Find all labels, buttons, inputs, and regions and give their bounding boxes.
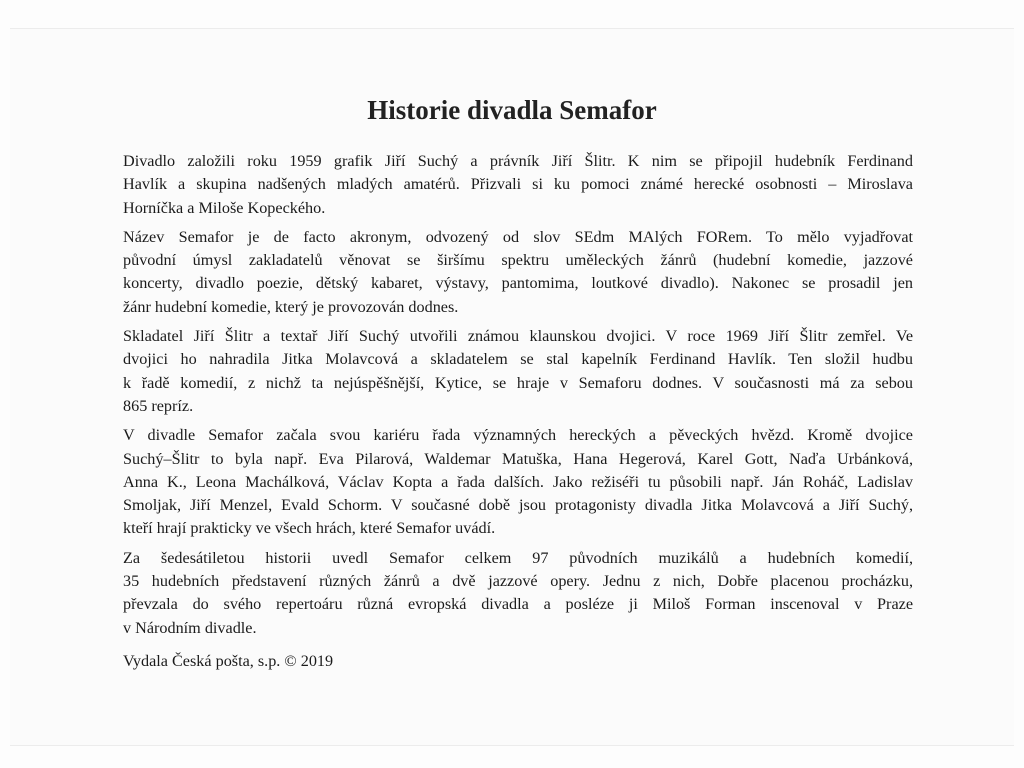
text-line: Anna K., Leona Machálková, Václav Kopta a řada dalších. Jako režiséři tu působili např. Ján Roháč, Ladislav [123,472,913,491]
text-line: Název Semafor je de facto akronym, odvozený od slov SEdm MAlých FORem. To mělo vyjadřovat [123,227,913,246]
publisher-note: Vydala Česká pošta, s.p. © 2019 [123,652,334,670]
text-line: 865 repríz. [123,396,194,415]
text-line: k řadě komedií, z nichž ta nejúspěšnější, Kytice, se hraje v Semaforu dodnes. V současnosti má za sebou [123,373,913,392]
text-line: koncerty, divadlo poezie, dětský kabaret, výstavy, pantomima, loutkové divadlo). Nakonec se prosadil jen [123,274,913,293]
text-line: převzala do svého repertoáru různá evropská divadla a posléze ji Miloš Forman inscenoval v Praze [123,595,913,614]
text-line: Divadlo založili roku 1959 grafik Jiří Suchý a právník Jiří Šlitr. K nim se připojil hudebník Ferdinand [123,152,913,170]
text-line: 35 hudebních představení různých žánrů a dvě jazzové opery. Jednu z nich, Dobře placenou procházku, [123,572,913,591]
text-line: dvojici ho nahradila Jitka Molavcová a skladatelem se stal kapelník Ferdinand Havlík. Ten složil hudbu [123,350,913,369]
text-line: Havlík a skupina nadšených mladých amatérů. Přizvali si ku pomoci známé herecké osobnosti – Miroslava [123,175,913,194]
text-line: kteří hrají prakticky ve všech hrách, které Semafor uvádí. [123,519,496,538]
paragraph-stars [117,424,913,540]
text-line: V divadle Semafor začala svou kariéru řada významných hereckých a pěveckých hvězd. Kromě dvojice [123,426,913,445]
text-line: v Národním divadle. [123,618,257,637]
paragraph-history [117,547,913,640]
text-line: Za šedesátiletou historii uvedl Semafor celkem 97 původních muzikálů a hudebních komedií, [123,548,913,567]
document-body [117,150,913,646]
paragraph-founding [117,150,913,220]
text-line: Suchý–Šlitr to byla např. Eva Pilarová, Waldemar Matuška, Hana Hegerová, Karel Gott, Naďa Urbánková, [123,449,913,468]
paragraph-duo [117,325,913,418]
text-line: Skladatel Jiří Šlitr a textař Jiří Suchý utvořili známou klaunskou dvojici. V roce 1969 Jiří Šlitr zemřel. Ve [123,327,913,346]
text-line: žánr hudební komedie, který je provozován dodnes. [123,297,459,316]
paragraph-name-origin [117,226,913,319]
text-line: původní úmysl zakladatelů věnovat se širšímu spektru uměleckých žánrů (hudební komedie, jazzové [123,251,913,270]
text-line: Horníčka a Miloše Kopeckého. [123,198,326,217]
text-line: Smoljak, Jiří Menzel, Evald Schorm. V současné době jsou protagonisty divadla Jitka Molavcová a Jiří Suchý, [123,496,913,515]
page-title: Historie divadla Semafor [367,95,657,125]
